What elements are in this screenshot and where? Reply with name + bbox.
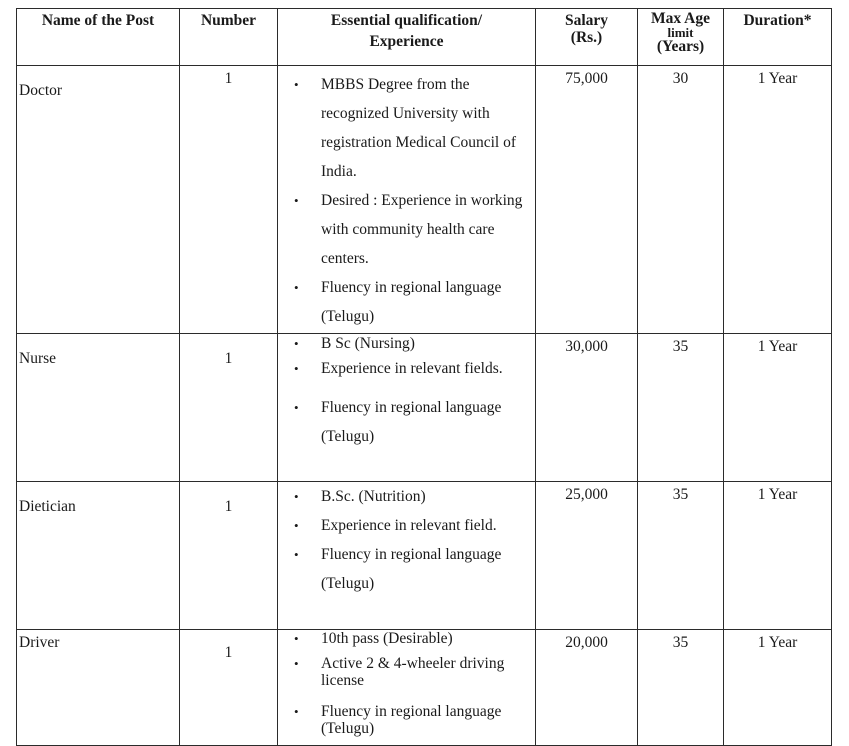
number-cell bbox=[180, 66, 278, 334]
header-salary bbox=[536, 9, 638, 66]
header-salary-line2: (Rs.) bbox=[570, 29, 603, 46]
qualification-text: Experience in relevant fields. bbox=[321, 360, 503, 377]
number-cell bbox=[180, 482, 278, 630]
post-cell bbox=[17, 66, 180, 334]
qualification-item bbox=[278, 70, 531, 186]
qualification-text: Active 2 & 4-wheeler driving license bbox=[321, 655, 505, 689]
qualification-cell bbox=[278, 66, 536, 334]
qualification-cell bbox=[278, 630, 536, 746]
header-age-line2: limit bbox=[667, 25, 694, 40]
qualification-cell bbox=[278, 482, 536, 630]
qualification-text: Fluency in regional language (Telugu) bbox=[321, 279, 502, 325]
header-number bbox=[180, 9, 278, 66]
number-cell bbox=[180, 334, 278, 482]
bullet-icon: • bbox=[294, 547, 299, 562]
header-qualification bbox=[278, 9, 536, 66]
qualification-item bbox=[278, 186, 531, 273]
bullet-icon: • bbox=[294, 631, 299, 646]
table-row bbox=[17, 334, 832, 482]
salary-value: 20,000 bbox=[565, 634, 608, 651]
salary-cell bbox=[536, 334, 638, 482]
qualification-item bbox=[278, 273, 531, 331]
header-age-line1: Max Age bbox=[651, 10, 710, 27]
post-name: Dietician bbox=[19, 498, 76, 515]
age-value: 35 bbox=[672, 338, 689, 355]
table-header-row bbox=[17, 9, 832, 66]
header-post bbox=[17, 9, 180, 66]
duration-value: 1 Year bbox=[757, 338, 798, 355]
table-row bbox=[17, 66, 832, 334]
duration-cell bbox=[724, 482, 832, 630]
age-value: 30 bbox=[672, 70, 689, 87]
salary-cell bbox=[536, 630, 638, 746]
qualification-item bbox=[278, 630, 531, 647]
qualification-text: Desired : Experience in working with community health care centers. bbox=[321, 192, 523, 267]
qualification-list bbox=[278, 482, 535, 598]
recruitment-table bbox=[16, 8, 832, 746]
header-number-label: Number bbox=[200, 12, 257, 29]
qualification-text: Fluency in regional language (Telugu) bbox=[321, 546, 502, 592]
qualification-item bbox=[278, 393, 531, 451]
qualification-item bbox=[278, 703, 531, 737]
bullet-icon: • bbox=[294, 336, 299, 351]
post-cell bbox=[17, 334, 180, 482]
qualification-list bbox=[278, 66, 535, 331]
qualification-text: B Sc (Nursing) bbox=[321, 335, 415, 352]
age-value: 35 bbox=[672, 486, 689, 503]
bullet-icon: • bbox=[294, 400, 299, 415]
post-name: Nurse bbox=[19, 350, 57, 367]
qualification-item bbox=[278, 482, 531, 511]
post-cell bbox=[17, 482, 180, 630]
qualification-item bbox=[278, 334, 531, 354]
table-row bbox=[17, 482, 832, 630]
number-value: 1 bbox=[224, 70, 233, 87]
number-value: 1 bbox=[224, 350, 233, 367]
duration-value: 1 Year bbox=[757, 70, 798, 87]
bullet-icon: • bbox=[294, 280, 299, 295]
qualification-text: Fluency in regional language (Telugu) bbox=[321, 703, 502, 737]
bullet-icon: • bbox=[294, 656, 299, 671]
number-value: 1 bbox=[224, 644, 233, 661]
number-cell bbox=[180, 630, 278, 746]
duration-cell bbox=[724, 334, 832, 482]
duration-value: 1 Year bbox=[757, 634, 798, 651]
qualification-text: Fluency in regional language (Telugu) bbox=[321, 399, 502, 445]
qualification-text: MBBS Degree from the recognized University with registration Medical Council of India. bbox=[321, 76, 516, 180]
salary-value: 25,000 bbox=[565, 486, 608, 503]
qualification-item bbox=[278, 655, 531, 689]
age-cell bbox=[638, 630, 724, 746]
duration-value: 1 Year bbox=[757, 486, 798, 503]
header-age bbox=[638, 9, 724, 66]
table-row bbox=[17, 630, 832, 746]
header-duration bbox=[724, 9, 832, 66]
age-cell bbox=[638, 482, 724, 630]
bullet-icon: • bbox=[294, 489, 299, 504]
age-cell bbox=[638, 66, 724, 334]
qualification-item bbox=[278, 540, 531, 598]
bullet-icon: • bbox=[294, 361, 299, 376]
salary-cell bbox=[536, 482, 638, 630]
header-post-label: Name of the Post bbox=[41, 12, 155, 29]
number-value: 1 bbox=[224, 498, 233, 515]
salary-value: 75,000 bbox=[565, 70, 608, 87]
header-age-line3: (Years) bbox=[656, 38, 705, 55]
qualification-list bbox=[278, 630, 535, 737]
qualification-list bbox=[278, 334, 535, 451]
qualification-item bbox=[278, 354, 531, 383]
salary-value: 30,000 bbox=[565, 338, 608, 355]
post-name: Doctor bbox=[19, 82, 63, 99]
header-qualification-line1: Essential qualification/ bbox=[330, 12, 483, 29]
bullet-icon: • bbox=[294, 704, 299, 719]
qualification-cell bbox=[278, 334, 536, 482]
bullet-icon: • bbox=[294, 77, 299, 92]
qualification-text: B.Sc. (Nutrition) bbox=[321, 488, 426, 505]
header-qualification-line2: Experience bbox=[369, 33, 444, 50]
duration-cell bbox=[724, 66, 832, 334]
post-name: Driver bbox=[19, 634, 60, 651]
header-salary-line1: Salary bbox=[564, 12, 609, 29]
age-value: 35 bbox=[672, 634, 689, 651]
qualification-text: 10th pass (Desirable) bbox=[321, 630, 453, 647]
qualification-item bbox=[278, 511, 531, 540]
salary-cell bbox=[536, 66, 638, 334]
age-cell bbox=[638, 334, 724, 482]
post-cell bbox=[17, 630, 180, 746]
qualification-text: Experience in relevant field. bbox=[321, 517, 497, 534]
bullet-icon: • bbox=[294, 193, 299, 208]
duration-cell bbox=[724, 630, 832, 746]
header-duration-label: Duration* bbox=[743, 12, 812, 29]
bullet-icon: • bbox=[294, 518, 299, 533]
